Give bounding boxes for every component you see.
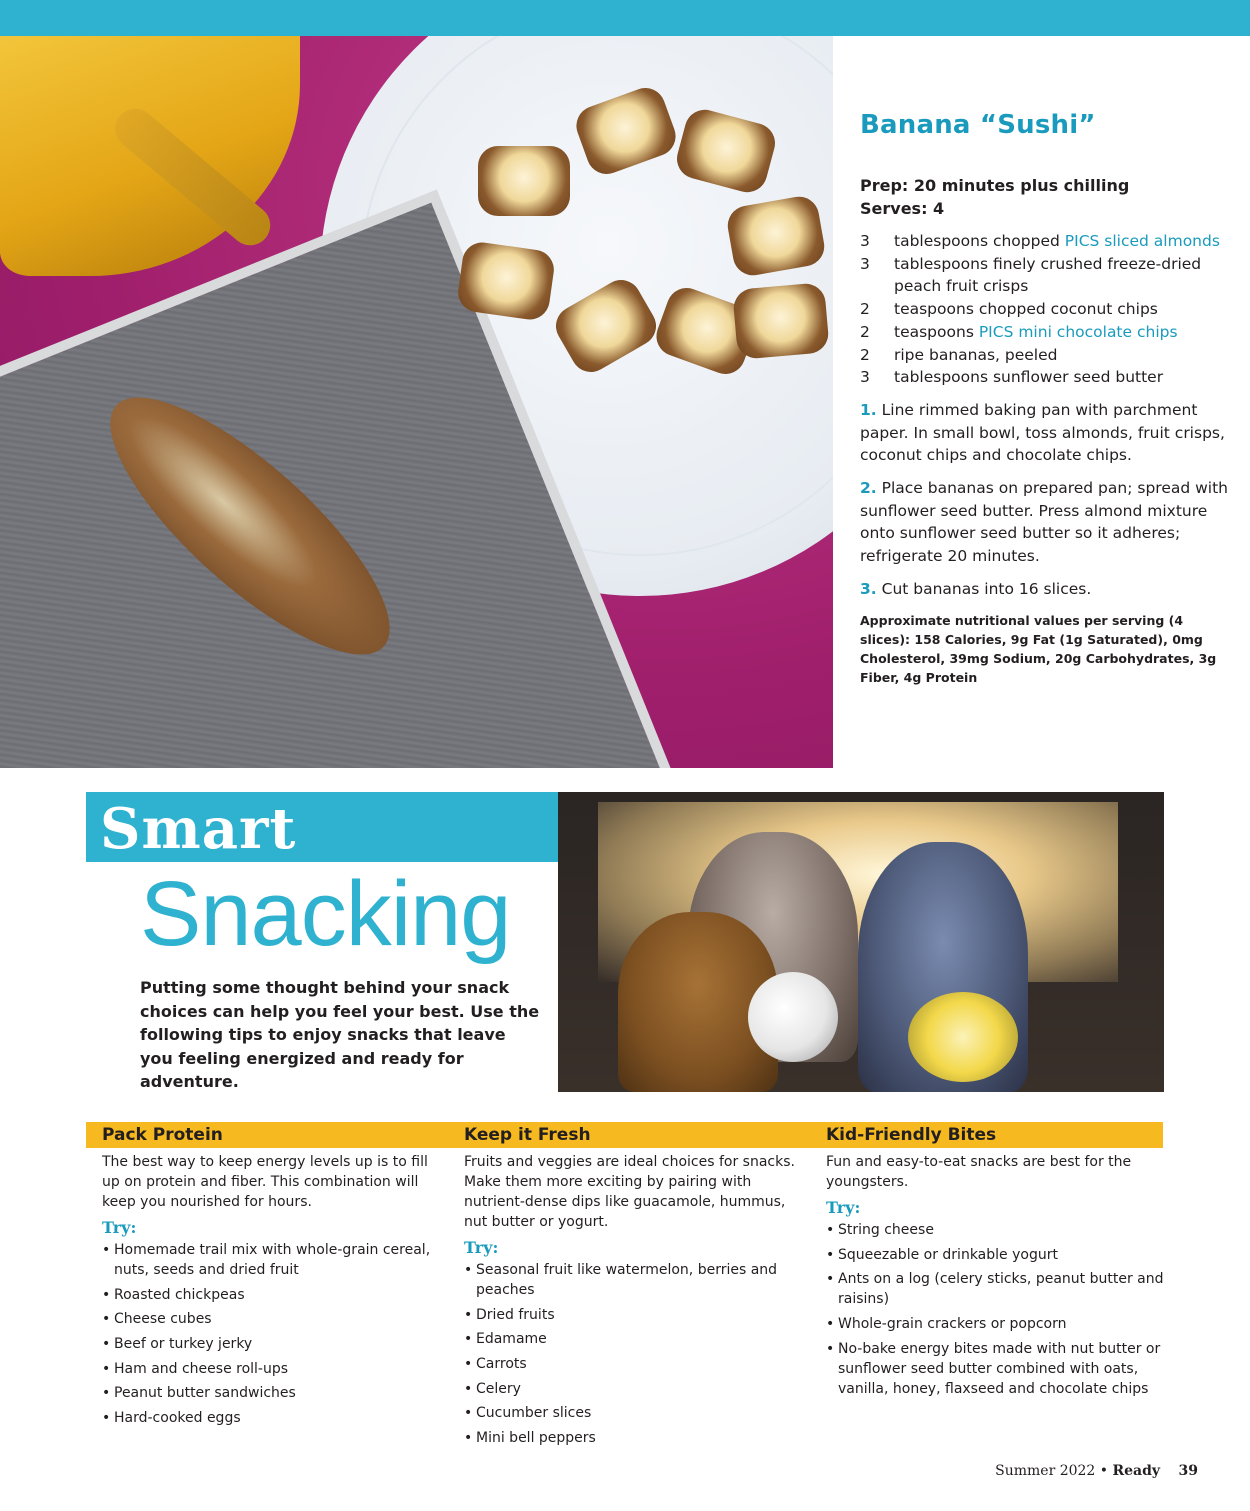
list-item-text: Homemade trail mix with whole-grain cereal, nuts, seeds and dried fruit [114,1242,431,1278]
list-item [826,1269,1171,1309]
step-number: 3. [860,579,877,598]
bullet-icon: • [826,1246,835,1263]
recipe-step [860,399,1230,467]
tip-heading: Pack Protein [102,1125,223,1145]
step-number: 1. [860,400,877,419]
list-item [464,1260,809,1300]
tip-heading: Kid-Friendly Bites [826,1125,997,1145]
bullet-icon: • [102,1410,111,1427]
ingredient-item [860,344,1230,367]
bullet-icon: • [464,1405,473,1422]
list-item [464,1305,809,1325]
bullet-icon: • [464,1306,473,1323]
soccer-ball [748,972,838,1062]
list-item [464,1354,809,1374]
ingredient-name: teaspoons [894,322,979,341]
ingredient-quantity: 3 [860,254,870,273]
list-item-text: Squeezable or drinkable yogurt [838,1246,1058,1263]
list-item-text: Edamame [476,1331,547,1348]
ingredient-quantity: 2 [860,300,870,319]
step-number: 2. [860,479,877,498]
top-color-band [0,0,1250,36]
list-item [102,1334,447,1354]
family-photo [558,792,1164,1092]
list-item [102,1309,447,1329]
bullet-icon: • [826,1271,835,1288]
bullet-icon: • [102,1385,111,1402]
list-item-text: Cucumber slices [476,1405,592,1422]
ingredient-quantity: 2 [860,322,870,341]
feature-title-line1: Smart [100,796,297,862]
tip-list [102,1240,447,1428]
bullet-icon: • [102,1336,111,1353]
bullet-icon: • [826,1316,835,1333]
tip-column-pack-protein [102,1122,447,1433]
list-item [102,1285,447,1305]
page-footer [995,1463,1198,1479]
ingredient-name: teaspoons chopped coconut chips [894,300,1158,319]
recipe-step [860,477,1230,568]
ingredient-text [894,298,1158,321]
list-item [102,1383,447,1403]
magazine-name: Ready [1112,1463,1161,1479]
list-item [464,1428,809,1448]
list-item-text: Dried fruits [476,1306,555,1323]
tip-description: The best way to keep energy levels up is to fill up on protein and fiber. This combination will keep you nourished for hours. [102,1154,428,1210]
ingredient-quantity: 2 [860,345,870,364]
list-item [464,1403,809,1423]
banana-slice [732,282,830,360]
tip-list [464,1260,809,1448]
ingredient-text [894,253,1230,298]
ingredient-quantity: 3 [860,232,870,250]
tip-column-kid-friendly-bites [826,1122,1171,1403]
ingredient-list [860,230,1230,389]
banana-slice [478,146,570,216]
list-item-text: Whole-grain crackers or popcorn [838,1316,1067,1333]
list-item-text: Ham and cheese roll-ups [114,1360,289,1377]
list-item-text: Roasted chickpeas [114,1286,245,1303]
tip-description: Fun and easy-to-eat snacks are best for the youngsters. [826,1154,1132,1190]
bullet-icon: • [464,1430,473,1447]
step-text: Cut bananas into 16 slices. [881,579,1092,598]
bullet-icon: • [826,1340,835,1357]
ingredient-text [894,344,1057,367]
page-number: 39 [1178,1463,1198,1479]
list-item [826,1339,1171,1399]
ingredient-name: ripe bananas, peeled [894,345,1058,364]
feature-title-line2: Snacking [140,863,511,965]
list-item-text: Carrots [476,1356,527,1373]
tip-try-label: Try: [102,1218,137,1237]
bullet-icon: • [826,1222,835,1238]
list-item [464,1329,809,1349]
ingredient-quantity: 3 [860,368,870,387]
pics-product: PICS mini chocolate chips [978,322,1178,341]
footer-separator: • [1099,1463,1109,1479]
ingredient-item [860,298,1230,321]
list-item [102,1408,447,1428]
ingredient-name: tablespoons sunflower seed butter [894,368,1164,387]
servings: Serves: 4 [860,199,945,218]
tip-column-keep-it-fresh [464,1122,809,1453]
list-item [826,1245,1171,1265]
list-item-text: Cheese cubes [114,1311,212,1328]
bullet-icon: • [464,1262,473,1278]
step-text: Line rimmed baking pan with parchment paper. In small bowl, toss almonds, fruit crisps, coconut chips and chocolate chips. [860,400,1225,465]
banana-sushi-photo [0,36,833,768]
ingredient-text [894,321,1178,344]
list-item [102,1240,447,1280]
list-item [826,1220,1171,1240]
tip-try-label: Try: [464,1238,499,1257]
recipe-step [860,578,1230,601]
ingredient-text [894,230,1220,253]
recipe-meta [860,174,1230,220]
list-item-text: Mini bell peppers [476,1430,596,1447]
flower-bouquet [908,992,1018,1082]
ingredient-item [860,366,1230,389]
list-item-text: Beef or turkey jerky [114,1336,253,1353]
bullet-icon: • [464,1331,473,1348]
recipe-title: Banana “Sushi” [860,110,1096,140]
list-item-text: No-bake energy bites made with nut butter or sunflower seed butter combined with oats, vanilla, honey, flaxseed and chocolate chips [838,1340,1161,1397]
list-item-text: Celery [476,1380,521,1397]
bullet-icon: • [102,1360,111,1377]
pics-product: PICS sliced almonds [1064,232,1220,250]
ingredient-item [860,230,1230,253]
issue-label: Summer 2022 [995,1463,1096,1479]
recipe-column [860,110,1230,687]
bullet-icon: • [464,1356,473,1373]
bullet-icon: • [102,1286,111,1303]
ingredient-name: tablespoons chopped [894,232,1065,250]
list-item [464,1379,809,1399]
tip-try-label: Try: [826,1198,861,1217]
ingredient-item [860,321,1230,344]
ingredient-name: tablespoons finely crushed freeze-dried peach fruit crisps [894,254,1202,296]
bullet-icon: • [102,1242,111,1258]
list-item-text: Ants on a log (celery sticks, peanut butter and raisins) [838,1271,1164,1308]
list-item-text: Hard-cooked eggs [114,1410,241,1427]
list-item-text: String cheese [838,1222,934,1238]
tip-description: Fruits and veggies are ideal choices for snacks. Make them more exciting by pairing with nutrient-dense dips like guacamole, hummus, nut butter or yogurt. [464,1154,795,1230]
list-item-text: Seasonal fruit like watermelon, berries and peaches [476,1262,778,1298]
feature-intro: Putting some thought behind your snack choices can help you feel your best. Use the following tips to enjoy snacks that leave you feeling energized and ready for adventure. [140,978,540,1091]
tip-heading: Keep it Fresh [464,1125,591,1145]
banana-slice [456,240,557,322]
list-item [826,1314,1171,1334]
ingredient-text [894,366,1163,389]
list-item [102,1359,447,1379]
bullet-icon: • [102,1311,111,1328]
prep-time: Prep: 20 minutes plus chilling [860,176,1130,195]
list-item-text: Peanut butter sandwiches [114,1385,296,1402]
bullet-icon: • [464,1380,473,1397]
nutrition-info: Approximate nutritional values per serving (4 slices): 158 Calories, 9g Fat (1g Saturated), 0mg Cholesterol, 39mg Sodium, 20g Carbohydrates, 3g Fiber, 4g Protein [860,612,1217,685]
tip-list [826,1220,1171,1399]
step-text: Place bananas on prepared pan; spread with sunflower seed butter. Press almond mixture onto sunflower seed butter so it adheres; refrigerate 20 minutes. [860,479,1228,566]
ingredient-item [860,253,1230,298]
